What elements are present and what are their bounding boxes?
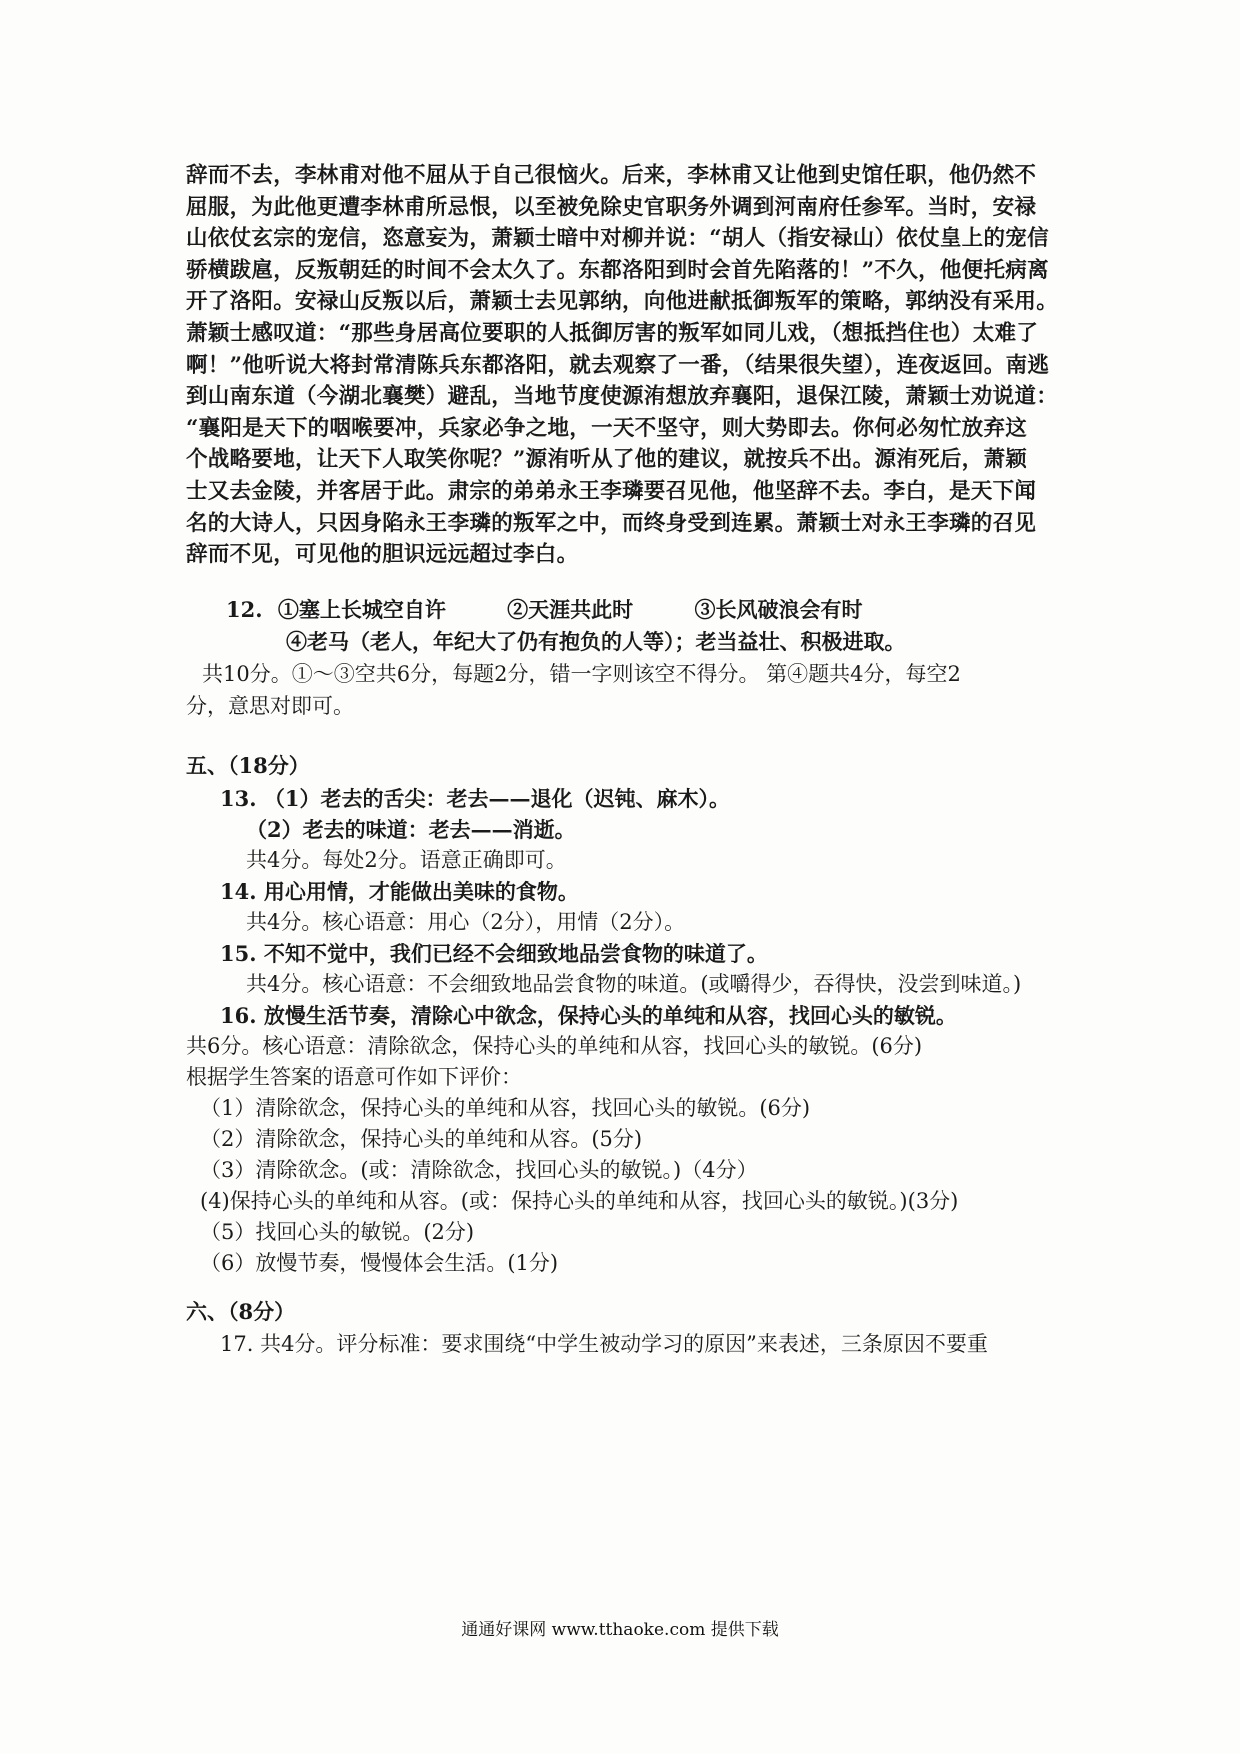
passage-line: 辞而不去，李林甫对他不屈从于自己很恼火。后来，李林甫又让他到史馆任职，他仍然不 — [186, 163, 1037, 188]
passage-line: 个战略要地，让天下人取笑你呢？”源洧听从了他的建议，就按兵不出。源洧死后，萧颖 — [186, 447, 1028, 473]
q12-answer-1: ①塞上长城空自许 — [277, 597, 446, 622]
q16-score: 共6分。核心语意：清除欲念，保持心头的单纯和从容，找回心头的敏锐。(6分) — [186, 1034, 923, 1058]
q12-answers-row — [186, 594, 1086, 626]
q16-answer: 16. 放慢生活节奏，清除心中欲念，保持心头的单纯和从容，找回心头的敏锐。 — [220, 1003, 957, 1028]
question-12-answer — [186, 594, 1086, 722]
section-6-heading: 六、（8分） — [186, 1299, 296, 1324]
passage-line: 士又去金陵，并客居于此。肃宗的弟弟永王李璘要召见他，他坚辞不去。李白，是天下闻 — [186, 478, 1037, 504]
q16-level: (4)保持心头的单纯和从容。(或：保持心头的单纯和从容，找回心头的敏锐。)(3分) — [200, 1189, 959, 1213]
section-6 — [186, 1296, 1086, 1360]
passage-line: 开了洛阳。安禄山反叛以后，萧颖士去见郭纳，向他进献抵御叛军的策略，郭纳没有采用。 — [186, 289, 1059, 315]
passage-line: 辞而不见，可见他的胆识远远超过李白。 — [186, 542, 579, 568]
q15-answer: 15. 不知不觉中，我们已经不会细致地品尝食物的味道了。 — [220, 941, 768, 966]
footer-download-note: 通通好课网 www.tthaoke.com 提供下载 — [461, 1620, 779, 1640]
q13-answer-2: （2）老去的味道：老去——消逝。 — [246, 817, 576, 842]
q12-number: 12. — [226, 597, 263, 622]
q13-answer-1: 13. （1）老去的舌尖：老去——退化（迟钝、麻木）。 — [220, 786, 730, 811]
q12-score-line-1: 共10分。①～③空共6分，每题2分，错一字则该空不得分。 第④题共4分，每空2 — [202, 662, 961, 686]
q17-answer: 17. 共4分。评分标准：要求围绕“中学生被动学习的原因”来表述，三条原因不要重 — [220, 1332, 988, 1356]
section-5 — [186, 750, 1086, 1279]
q16-level: （1）清除欲念，保持心头的单纯和从容，找回心头的敏锐。(6分) — [200, 1096, 811, 1120]
section-5-heading: 五、（18分） — [186, 753, 310, 778]
q16-level: （5）找回心头的敏锐。(2分) — [200, 1220, 475, 1244]
passage-line: 骄横跋扈，反叛朝廷的时间不会太久了。东都洛阳到时会首先陷落的！”不久，他便托病离 — [186, 257, 1049, 283]
q12-answer-3: ③长风破浪会有时 — [694, 597, 863, 622]
passage-line: 山依仗玄宗的宠信，恣意妄为，萧颖士暗中对柳并说：“胡人（指安禄山）依仗皇上的宠信 — [186, 226, 1049, 252]
q16-level: （3）清除欲念。(或：清除欲念，找回心头的敏锐。)（4分） — [200, 1158, 758, 1182]
q12-answer-2: ②天涯共此时 — [507, 597, 634, 622]
q12-answer-4: ④老马（老人，年纪大了仍有抱负的人等）；老当益壮、积极进取。 — [286, 629, 906, 654]
q12-score-line-2: 分，意思对即可。 — [186, 694, 354, 718]
passage-line: 到山南东道（今湖北襄樊）避乱，当地节度使源洧想放弃襄阳，退保江陵，萧颖士劝说道： — [186, 384, 1059, 410]
q15-score: 共4分。核心语意：不会细致地品尝食物的味道。(或嚼得少，吞得快，没尝到味道。) — [246, 972, 1022, 996]
q16-level: （2）清除欲念，保持心头的单纯和从容。(5分) — [200, 1127, 643, 1151]
q14-score: 共4分。核心语意：用心（2分），用情（2分）。 — [246, 910, 686, 934]
passage-line: 名的大诗人，只因身陷永王李璘的叛军之中，而终身受到连累。萧颖士对永王李璘的召见 — [186, 510, 1037, 536]
passage-line: 啊！”他听说大将封常清陈兵东都洛阳，就去观察了一番，（结果很失望），连夜返回。南逃 — [186, 352, 1050, 378]
passage-line: 屈服，为此他更遭李林甫所忌恨，以至被免除史官职务外调到河南府任参军。当时，安禄 — [186, 194, 1037, 220]
passage-line: 萧颖士感叹道：“那些身居高位要职的人抵御厉害的叛军如同儿戏，（想抵挡住也）太难了 — [186, 320, 1039, 346]
q13-score: 共4分。每处2分。语意正确即可。 — [246, 848, 567, 872]
translation-passage — [186, 160, 1059, 571]
q14-answer: 14. 用心用情，才能做出美味的食物。 — [220, 879, 579, 904]
passage-line: “襄阳是天下的咽喉要冲，兵家必争之地，一天不坚守，则大势即去。你何必匆忙放弃这 — [186, 415, 1028, 441]
q16-level: （6）放慢节奏，慢慢体会生活。(1分) — [200, 1251, 559, 1275]
q16-grading-note: 根据学生答案的语意可作如下评价： — [186, 1065, 522, 1089]
